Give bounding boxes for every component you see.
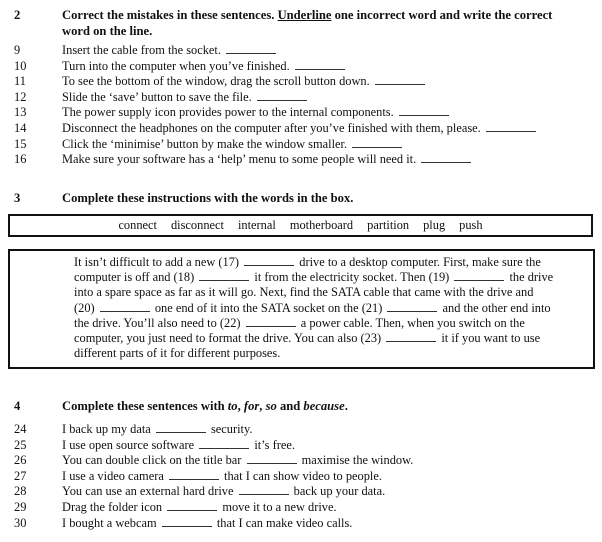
answer-blank[interactable] <box>156 422 206 433</box>
answer-blank[interactable] <box>295 59 345 70</box>
item-number: 9 <box>14 43 21 57</box>
item-number: 30 <box>14 515 27 530</box>
exercise-2-number: 2 <box>14 8 21 22</box>
item-sentence: Disconnect the headphones on the computer after you’ve finished with them, please. <box>62 121 538 136</box>
item-sentence: You can use an external hard drive back up your data. <box>62 484 386 499</box>
word-box-item: plug <box>423 218 446 232</box>
item-sentence: To see the bottom of the window, drag the scroll button down. <box>62 74 427 89</box>
keyword-to: to <box>227 399 238 413</box>
item-sentence: I bought a webcam that I can make video calls. <box>62 515 353 530</box>
keyword-for: for <box>243 399 260 413</box>
item-number: 26 <box>14 453 27 468</box>
separator: , <box>259 399 266 413</box>
item-number: 29 <box>14 500 27 514</box>
word-box-item: motherboard <box>289 218 354 232</box>
passage-line: computer is off and (18) it from the electricity socket. Then (19) the drive <box>74 270 554 285</box>
separator: and <box>276 399 304 413</box>
answer-blank[interactable] <box>246 316 296 327</box>
item-number: 15 <box>14 136 27 151</box>
item-number: 25 <box>14 437 27 452</box>
word-box-item: push <box>459 218 483 232</box>
item-sentence: Make sure your software has a ‘help’ menu to some people will need it. <box>62 152 473 167</box>
instruction-text: Complete these sentences with <box>62 399 228 413</box>
separator: , <box>237 399 244 413</box>
word-box-item: partition <box>367 218 410 232</box>
exercise-3-number: 3 <box>14 191 21 205</box>
answer-blank[interactable] <box>169 469 219 480</box>
passage-line: computer, you just need to format the drive. You can also (23) it if you want to use <box>74 331 541 346</box>
passage-line: It isn’t difficult to add a new (17) drive to a desktop computer. First, make sure the <box>74 255 541 269</box>
item-sentence: Insert the cable from the socket. <box>62 43 278 58</box>
item-sentence: Drag the folder icon move it to a new drive. <box>62 500 337 514</box>
item-sentence: Turn into the computer when you’ve finished. <box>62 59 347 74</box>
exercise-4-number: 4 <box>14 399 21 413</box>
word-box-item: connect <box>118 218 157 232</box>
item-number: 10 <box>14 58 27 73</box>
answer-blank[interactable] <box>100 301 150 312</box>
answer-blank[interactable] <box>375 74 425 85</box>
keyword-because: because <box>303 399 345 413</box>
word-box <box>8 214 593 237</box>
item-number: 24 <box>14 422 27 436</box>
separator: . <box>344 399 348 413</box>
passage-text <box>74 255 584 361</box>
item-number: 13 <box>14 105 27 120</box>
item-number: 16 <box>14 152 27 167</box>
passage-box <box>8 249 595 369</box>
answer-blank[interactable] <box>399 105 449 116</box>
exercise-2-instructions <box>62 7 582 39</box>
answer-blank[interactable] <box>239 484 289 495</box>
answer-blank[interactable] <box>257 90 307 101</box>
item-sentence: Slide the ‘save’ button to save the file. <box>62 90 309 105</box>
answer-blank[interactable] <box>454 270 504 281</box>
answer-blank[interactable] <box>199 270 249 281</box>
answer-blank[interactable] <box>247 453 297 464</box>
item-sentence: Click the ‘minimise’ button by make the window smaller. <box>62 137 404 152</box>
answer-blank[interactable] <box>352 137 402 148</box>
item-number: 27 <box>14 468 27 483</box>
exercise-3-instructions: Complete these instructions with the words in the box. <box>62 191 354 205</box>
answer-blank[interactable] <box>421 152 471 163</box>
passage-line: the drive. You’ll also need to (22) a power cable. Then, when you switch on the <box>74 315 525 330</box>
answer-blank[interactable] <box>199 438 249 449</box>
answer-blank[interactable] <box>486 121 536 132</box>
passage-line: different parts of it for different purposes. <box>74 346 281 361</box>
instruction-text: Correct the mistakes in these sentences. <box>62 8 278 22</box>
passage-line: into a spare space as far as it will go. Next, find the SATA cable that came with the drive and <box>74 285 534 300</box>
answer-blank[interactable] <box>167 500 217 511</box>
answer-blank[interactable] <box>386 331 436 342</box>
passage-line: (20) one end of it into the SATA socket on the (21) and the other end into <box>74 300 551 315</box>
item-number: 14 <box>14 121 27 135</box>
keyword-so: so <box>265 399 277 413</box>
word-box-item: internal <box>237 218 276 232</box>
item-number: 28 <box>14 484 27 499</box>
item-number: 11 <box>14 74 26 89</box>
answer-blank[interactable] <box>244 255 294 266</box>
item-sentence: I use open source software it’s free. <box>62 437 295 452</box>
item-number: 12 <box>14 89 27 104</box>
item-sentence: You can double click on the title bar maximise the window. <box>62 453 414 468</box>
item-sentence: The power supply icon provides power to the internal components. <box>62 105 451 120</box>
instruction-text: one incorrect word and write the correct word on the line. <box>62 8 553 38</box>
item-sentence: I use a video camera that I can show video to people. <box>62 468 382 483</box>
word-box-item: disconnect <box>170 218 224 232</box>
answer-blank[interactable] <box>226 43 276 54</box>
item-sentence: I back up my data security. <box>62 422 253 436</box>
answer-blank[interactable] <box>387 301 437 312</box>
answer-blank[interactable] <box>162 516 212 527</box>
underline-word: Underline <box>277 8 332 22</box>
exercise-4-instructions <box>62 398 582 414</box>
